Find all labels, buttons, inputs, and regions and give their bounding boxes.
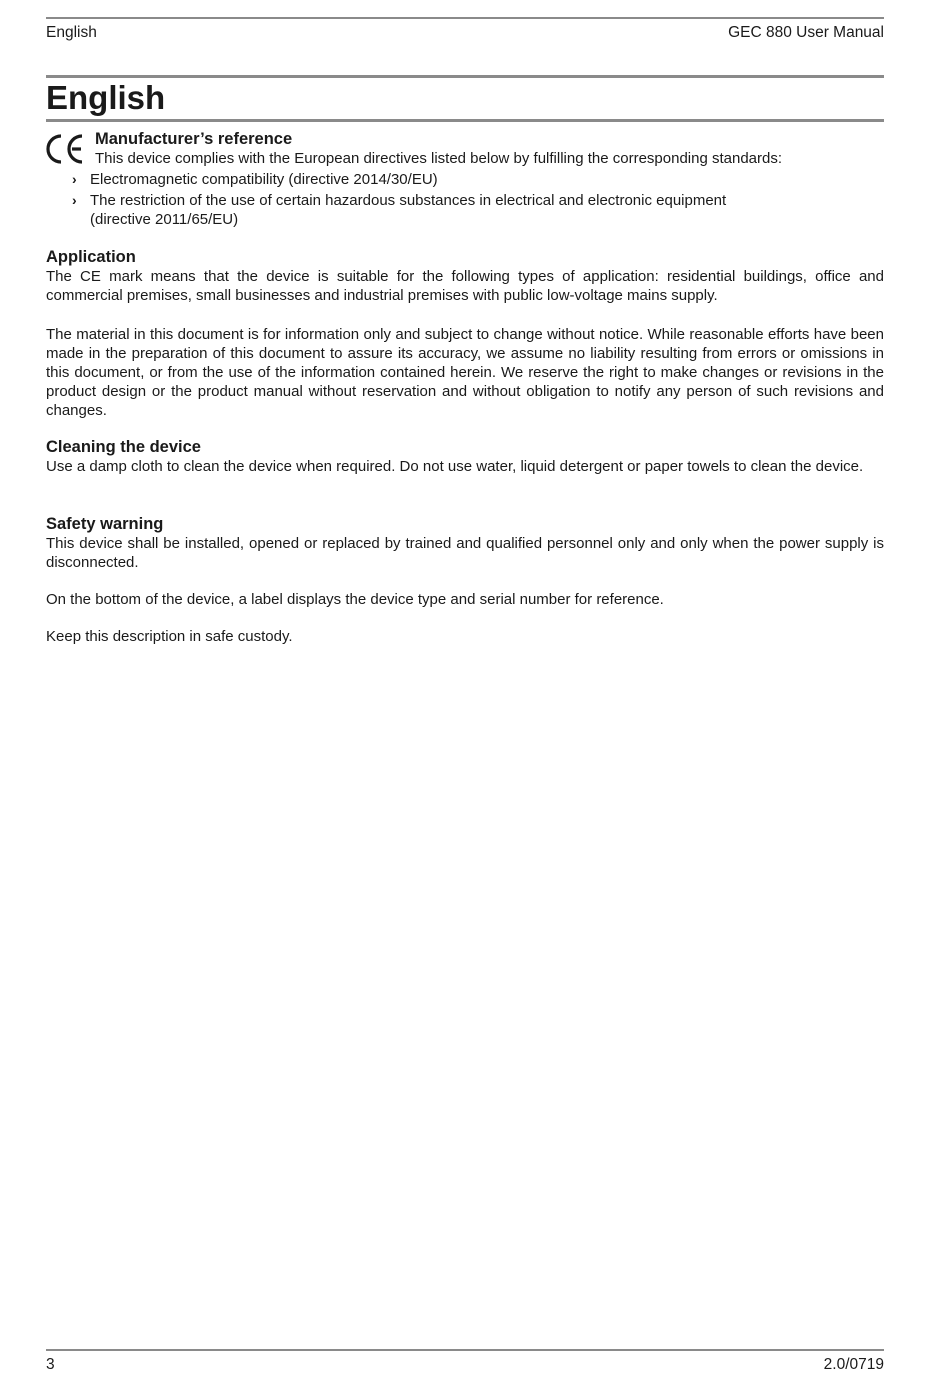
header-section-label: English [46, 24, 97, 41]
document-version: 2.0/0719 [823, 1356, 884, 1373]
page-title: English [46, 79, 166, 116]
cleaning-paragraph: Use a damp cloth to clean the device when required. Do not use water, liquid detergent or paper towels to clean the device. [46, 458, 864, 475]
disclaimer-section [46, 325, 884, 420]
directive-list [72, 170, 852, 231]
label-note: On the bottom of the device, a label displays the device type and serial number for reference. [46, 591, 664, 608]
title-bottom-rule [46, 119, 884, 122]
page-number: 3 [46, 1356, 55, 1373]
document-page [46, 0, 884, 1373]
list-item-text: The restriction of the use of certain hazardous substances in electrical and electronic equipment [90, 192, 727, 209]
application-section [46, 247, 884, 305]
manufacturer-reference-section [95, 129, 885, 168]
manufacturer-heading: Manufacturer’s reference [95, 130, 293, 148]
safety-paragraph: This device shall be installed, opened or replaced by trained and qualified personnel only and only when the power supply is disconnected. [46, 535, 884, 571]
list-item [72, 191, 852, 229]
list-item-text-cont: (directive 2011/65/EU) [90, 211, 239, 228]
title-top-rule [46, 75, 884, 78]
cleaning-heading: Cleaning the device [46, 438, 201, 456]
chevron-right-icon: › [72, 171, 77, 187]
custody-note: Keep this description in safe custody. [46, 628, 293, 645]
list-item [72, 170, 852, 189]
header-top-rule [46, 17, 884, 19]
header-manual-title: GEC 880 User Manual [728, 24, 884, 41]
safety-section [46, 514, 884, 572]
disclaimer-paragraph: The material in this document is for information only and subject to change without notice. While reasonable efforts have been made in the preparation of this document to assure its accuracy, we assume no liability resulting from errors or omissions in this document, or from the use of the information contained herein. We reserve the right to make changes or revisions in the product design or the product manual without reservation and without obligation to notify any person of such revisions and changes. [46, 326, 884, 419]
application-heading: Application [46, 248, 136, 266]
list-item-text: Electromagnetic compatibility (directive 2014/30/EU) [90, 171, 438, 188]
cleaning-section [46, 437, 884, 476]
application-paragraph: The CE mark means that the device is suitable for the following types of application: residential buildings, office and commercial premises, small businesses and industrial premises with public low-voltage mains supply. [46, 268, 884, 304]
chevron-right-icon: › [72, 192, 77, 208]
safety-heading: Safety warning [46, 515, 164, 533]
ce-mark-icon [46, 133, 86, 165]
manufacturer-intro: This device complies with the European directives listed below by fulfilling the corresponding standards: [95, 150, 783, 167]
footer-rule [46, 1349, 884, 1351]
